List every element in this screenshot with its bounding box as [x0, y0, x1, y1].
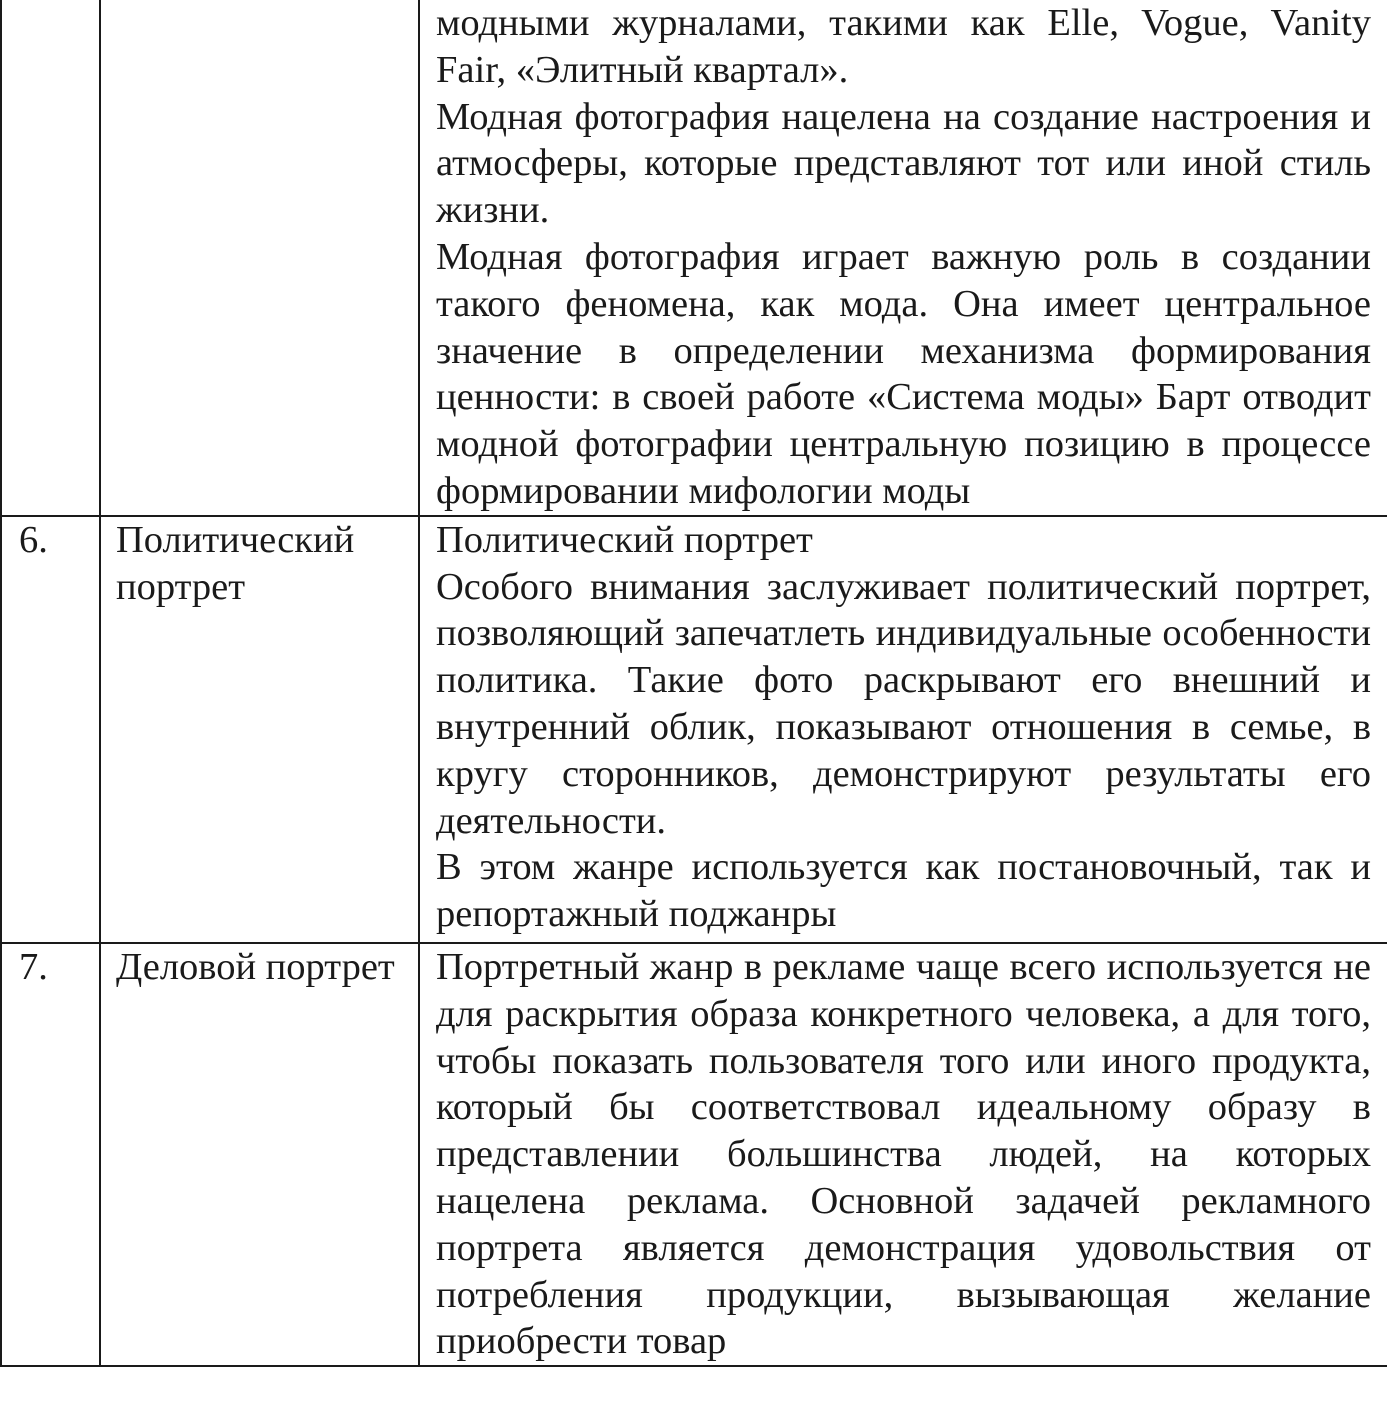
genre-name-cell	[100, 0, 419, 516]
genre-name-cell	[100, 516, 419, 943]
description-paragraph: модными журналами, такими как Elle, Vogue, Vanity Fair, «Элитный квартал».	[436, 2, 1371, 91]
row-number: 6.	[19, 518, 48, 561]
genre-description-cell	[419, 943, 1387, 1366]
description-paragraph: Особого внимания заслуживает политический портрет, позволяющий запечатлеть индивидуальные особенности политика. Такие фото раскрывают его внешний и внутренний облик, показывают отношения в семье, в кругу сторонников, демонстрируют результаты его деятельности.	[436, 565, 1371, 842]
description-paragraph: Модная фотография играет важную роль в создании такого феномена, как мода. Она имеет центральное значение в определении механизма формирования ценности: в своей работе «Система моды» Барт отводит модной фотографии центральную позицию в процессе формировании мифологии моды	[436, 235, 1371, 512]
row-number-cell	[1, 943, 100, 1366]
table-row	[1, 0, 1387, 516]
genre-description-cell	[419, 0, 1387, 516]
genre-name: Деловой портрет	[116, 945, 395, 988]
description-paragraph: Модная фотография нацелена на создание настроения и атмосферы, которые представляют тот или иной стиль жизни.	[436, 95, 1371, 232]
genre-name-cell	[100, 943, 419, 1366]
row-number-cell	[1, 516, 100, 943]
genre-name: Политический портрет	[116, 518, 355, 608]
row-number-cell	[1, 0, 100, 516]
row-number: 7.	[19, 945, 48, 988]
description-paragraph: Портретный жанр в рекламе чаще всего используется не для раскрытия образа конкретного человека, а для того, чтобы показать пользователя того или иного продукта, который бы соответствовал идеальному образу в представлении большинства людей, на которых нацелена реклама. Основной задачей рекламного портрета является демонстрация удовольствия от потребления продукции, вызывающая желание приобрести товар	[436, 945, 1371, 1363]
table-row	[1, 943, 1387, 1366]
table-row	[1, 516, 1387, 943]
description-paragraph: В этом жанре используется как постановочный, так и репортажный поджанры	[436, 846, 1371, 936]
genre-description-cell	[419, 516, 1387, 943]
description-paragraph: Политический портрет	[436, 518, 813, 561]
